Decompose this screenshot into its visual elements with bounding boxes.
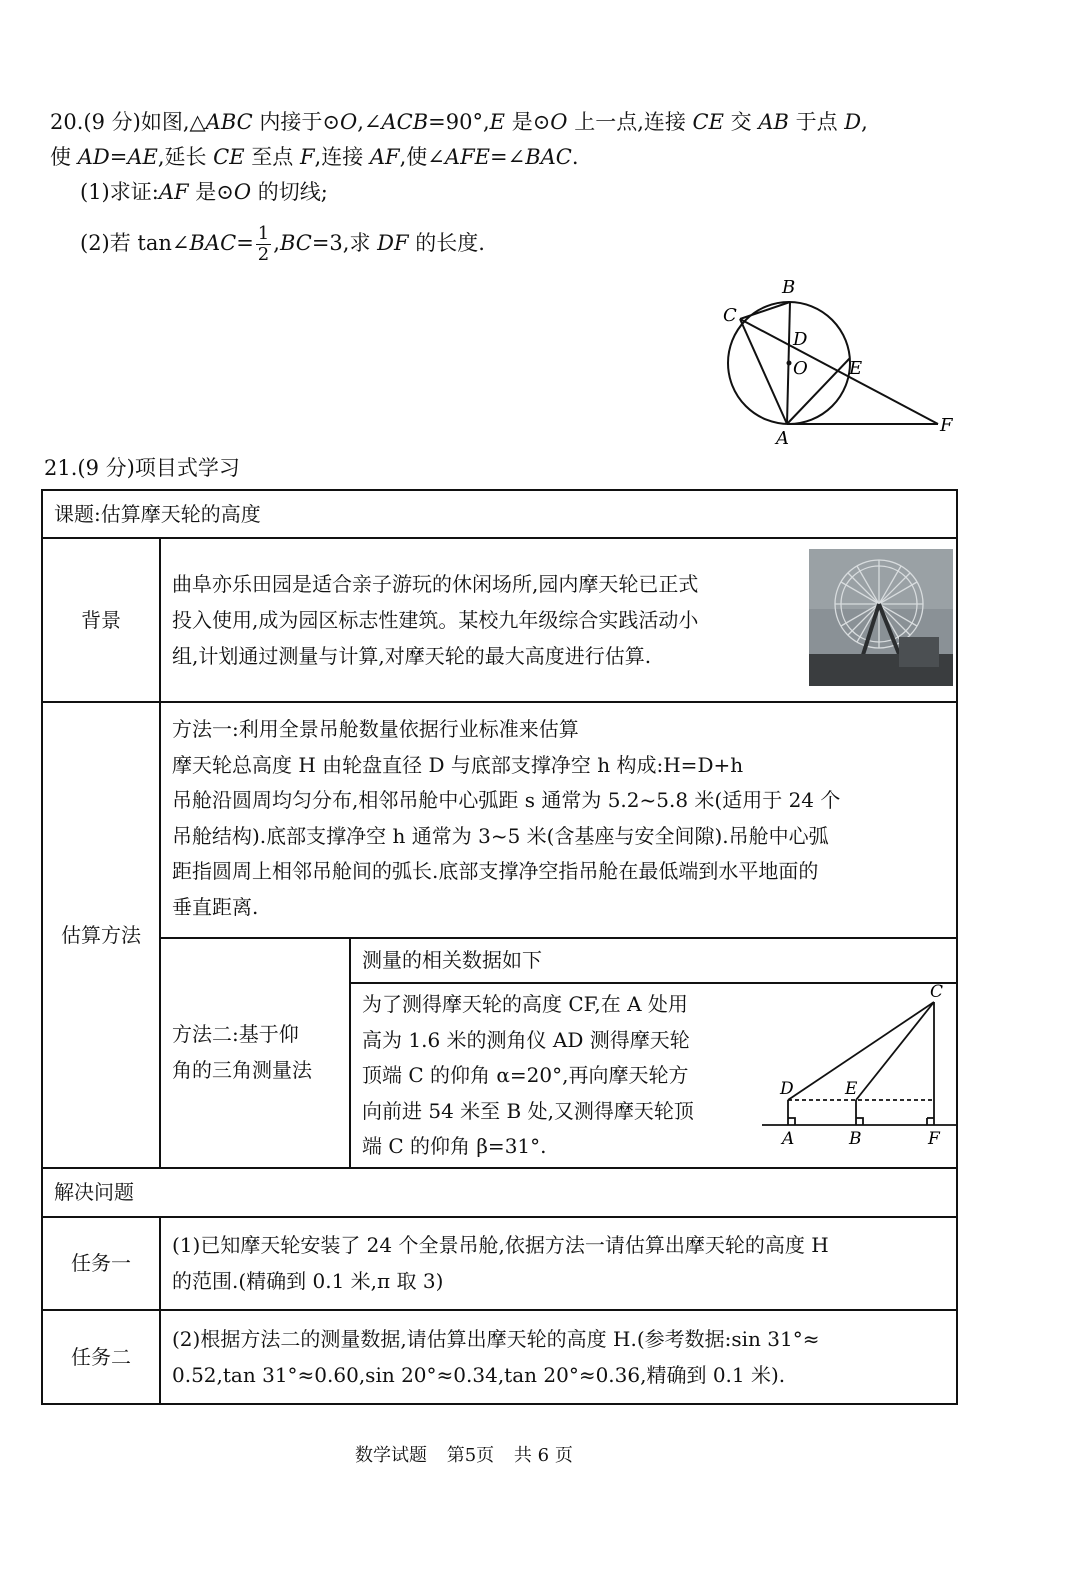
q20-text: =∠ [489,145,526,169]
label-b: B [849,1129,862,1149]
q20-text: O [340,110,358,134]
q20-text: 如图,△ [140,110,206,134]
label-d: D [793,329,808,350]
label-f: F [940,415,953,436]
q20-text: , [861,110,868,134]
q20-text: ,∠ [357,110,382,134]
footer-subject: 数学试题 [355,1445,427,1466]
ferris-wheel-photo [809,549,953,686]
q20-text: O [550,110,568,134]
method2-label [172,1016,312,1088]
label-c: C [723,305,737,326]
task1-label: 任务一 [71,1251,131,1275]
q20-text: 内接于⊙ [252,110,340,134]
method2-line: 向前进 54 米至 B 处,又测得摩天轮顶 [362,1098,694,1123]
q20-number: 20. [50,110,84,134]
method2-line: 端 C 的仰角 β=31°. [362,1134,547,1158]
label-a: A [776,428,789,449]
q20-text: 上一点,连接 [567,110,693,134]
task1-text [172,1227,829,1299]
q20-text: , [273,231,280,255]
q20-text: DF [377,231,409,255]
method2-line: 顶端 C 的仰角 α=20°,再向摩天轮方 [362,1063,689,1087]
q20-text: CE [692,110,724,134]
background-text [172,566,698,674]
task2-line: 0.52,tan 31°≈0.60,sin 20°≈0.34,tan 20°≈0.36,精确到 0.1 米). [172,1363,786,1387]
method1-line: 摩天轮总高度 H 由轮盘直径 D 与底部支撑净空 h 构成:H=D+h [172,752,744,777]
task1-line: (1)已知摩天轮安装了 24 个全景吊舱,依据方法一请估算出摩天轮的高度 H [172,1233,829,1257]
label-f: F [928,1129,940,1149]
task1-line: 的范围.(精确到 0.1 米,π 取 3) [172,1269,444,1293]
method1-line: 吊舱结构).底部支撑净空 h 通常为 3~5 米(含基座与安全间隙).吊舱中心弧 [172,823,829,848]
fraction-numerator: 1 [257,223,270,244]
q20-text: BAC [189,231,237,255]
table-topic: 课题:估算摩天轮的高度 [54,502,261,526]
task2-line: (2)根据方法二的测量数据,请估算出摩天轮的高度 H.(参考数据:sin 31°≈ [172,1327,820,1351]
method2-line: 为了测得摩天轮的高度 CF,在 A 处用 [362,992,688,1016]
q20-text: 的长度. [408,231,485,255]
q20-text: E [489,110,506,134]
method2-text [362,987,694,1165]
elevation-angle-figure [760,982,956,1152]
q20-score: (9 分) [83,110,141,134]
q20-text: BC [279,231,312,255]
segment-ec [856,1002,934,1100]
q20-text: F [299,145,315,169]
q21-title: 21.(9 分)项目式学习 [44,456,240,480]
q20-text: AB [758,110,789,134]
q20-text: AF [369,145,400,169]
q20-text: D [844,110,862,134]
q20-text: 是⊙ [188,180,234,204]
footer-page: 第5页 [446,1445,495,1466]
q20-text: AE [127,145,158,169]
method1-line: 垂直距离. [172,894,259,919]
q20-text: 使 [50,145,78,169]
q20-text: 是⊙ [505,110,551,134]
q20-text: . [571,145,579,169]
q20-text: ABC [205,110,253,134]
label-e: E [845,1079,858,1099]
method1-line: 方法一:利用全景吊舱数量依据行业标准来估算 [172,717,579,741]
label-b: B [782,277,796,298]
page-footer [355,1438,573,1474]
q20-text: 交 [723,110,759,134]
label-c: C [930,982,944,1002]
method1-text [172,712,840,925]
q20-text: AF [158,180,189,204]
background-label: 背景 [81,608,121,632]
label-e: E [849,358,863,379]
q20-text: AFE [444,145,490,169]
q20-text: BAC [525,145,572,169]
task2-label: 任务二 [71,1345,131,1369]
q20-text: =90°, [428,110,490,134]
method1-line: 吊舱沿圆周均匀分布,相邻吊舱中心弧距 s 通常为 5.2~5.8 米(适用于 24 个 [172,788,841,812]
q20-text: ,延长 [157,145,214,169]
background-line: 组,计划通过测量与计算,对摩天轮的最大高度进行估算. [172,644,652,668]
background-line: 投入使用,成为园区标志性建筑。某校九年级综合实践活动小 [172,608,699,632]
label-o: O [793,358,808,379]
q20-text: O [233,180,252,204]
q20-text: = [236,231,254,255]
q20-text: ACB [381,110,429,134]
method-label: 估算方法 [61,923,141,947]
solve-label: 解决问题 [54,1180,134,1204]
task2-text [172,1321,820,1393]
q20-text: CE [213,145,245,169]
q20-text: 的切线; [251,180,328,204]
q20-text: ,使∠ [399,145,445,169]
method2-label-line: 角的三角测量法 [172,1058,312,1082]
q20-text: = [109,145,128,169]
q20-text: 于点 [788,110,845,134]
label-d: D [780,1079,794,1099]
method2-header: 测量的相关数据如下 [362,948,542,972]
q20-text: ,连接 [314,145,370,169]
q20-text: (2)若 tan∠ [80,231,190,255]
q20-text: =3,求 [311,231,378,255]
segment-dc [788,1002,934,1100]
background-line: 曲阜亦乐田园是适合亲子游玩的休闲场所,园内摩天轮已正式 [172,572,699,596]
q20-text: AD [77,145,110,169]
label-a: A [782,1129,795,1149]
fraction-denominator: 2 [257,244,270,265]
method2-line: 高为 1.6 米的测角仪 AD 测得摩天轮 [362,1027,690,1052]
q20-text: 至点 [244,145,300,169]
footer-total: 共 6 页 [513,1445,573,1466]
method2-label-line: 方法二:基于仰 [172,1022,299,1046]
method1-line: 距指圆周上相邻吊舱间的弧长.底部支撑净空指吊舱在最低端到水平地面的 [172,859,819,883]
q20-text: (1)求证: [80,180,159,204]
